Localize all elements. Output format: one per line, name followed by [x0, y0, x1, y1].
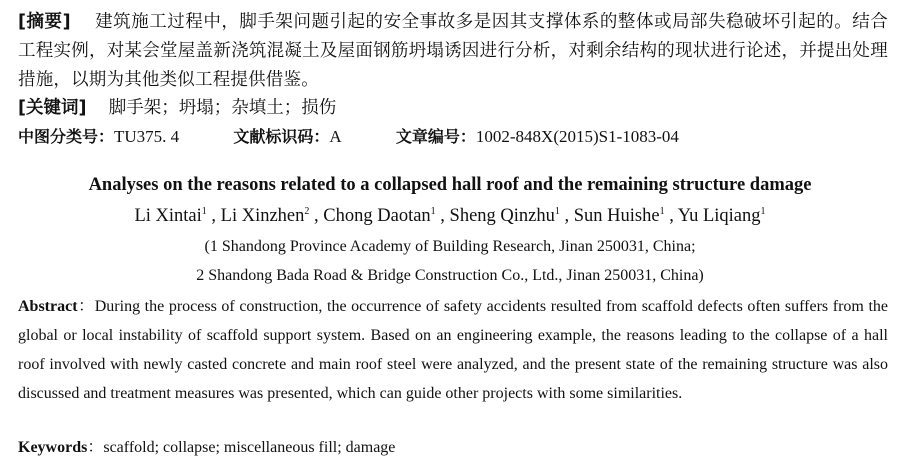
author-list: [0, 202, 900, 230]
chinese-abstract-text: 建筑施工过程中，脚手架问题引起的安全事故多是因其支撑体系的整体或局部失稳破坏引起的。结合工程实例，对某会堂屋盖新浇筑混凝土及屋面钢筋坍塌诱因进行分析，对剩余结构的现状进行论述，并提出处理措施，以期为其他类似工程提供借鉴。: [18, 12, 889, 90]
author: [221, 206, 310, 226]
author-name: Li Xintai: [134, 206, 202, 226]
author: [678, 206, 766, 226]
author-name: Sun Huishe: [573, 206, 660, 226]
english-keywords: [18, 435, 395, 461]
clc-label: 中图分类号：: [18, 127, 115, 146]
author-separator: ,: [559, 206, 574, 226]
author-separator: ,: [435, 206, 450, 226]
chinese-keywords: [18, 95, 336, 121]
affiliation-2: 2 Shandong Bada Road & Bridge Construction Co., Ltd., Jinan 250031, China): [196, 267, 704, 284]
english-keywords-text: scaffold; collapse; miscellaneous fill; damage: [103, 439, 396, 456]
author-affiliation-mark: 1: [430, 206, 436, 217]
author-affiliation-mark: 1: [201, 206, 207, 217]
author-affiliation-mark: 1: [659, 206, 665, 217]
chinese-abstract: [18, 8, 888, 95]
author: [323, 206, 435, 226]
chinese-abstract-label: [摘要]: [18, 12, 71, 32]
author-name: Yu Liqiang: [677, 206, 761, 226]
author-separator: ,: [309, 206, 324, 226]
chinese-keywords-text: 脚手架；坍塌；杂填土；损伤: [108, 98, 337, 118]
document-code-label: 文献标识码：: [233, 127, 330, 146]
document-code-value: A: [329, 127, 342, 146]
affiliation-1: (1 Shandong Province Academy of Building Research, Jinan 250031, China;: [204, 238, 696, 255]
author-separator: ,: [664, 206, 678, 226]
author-affiliation-mark: 2: [304, 206, 310, 217]
author-name: Chong Daotan: [323, 206, 431, 226]
english-title: Analyses on the reasons related to a collapsed hall roof and the remaining structure damage: [88, 175, 812, 195]
english-abstract: [18, 292, 888, 408]
clc-value: TU375. 4: [114, 127, 180, 146]
article-number-value: 1002-848X(2015)S1-1083-04: [475, 127, 679, 146]
author-affiliation-mark: 1: [760, 206, 766, 217]
author: [134, 206, 206, 226]
article-number-label: 文章编号：: [395, 127, 476, 146]
classification-line: [18, 124, 679, 150]
author-affiliation-mark: 1: [554, 206, 560, 217]
author: [574, 206, 665, 226]
chinese-keywords-label: [关键词]: [18, 98, 87, 118]
english-abstract-text: During the process of construction, the occurrence of safety accidents resulted from scaffold defects often suffers from the global or local instability of scaffold support system. Based on an engineering example, the reasons leading to the collapse of a hall roof involved with newly casted concrete and main roof steel were analyzed, and the present state of the remaining structure was also discussed and treatment measures was presented, which can guide other projects with some similarities.: [18, 298, 888, 402]
author-name: Li Xinzhen: [220, 206, 305, 226]
english-abstract-label: Abstract: [18, 298, 78, 315]
author-name: Sheng Qinzhu: [449, 206, 555, 226]
english-abstract-colon: ：: [77, 298, 95, 315]
english-keywords-colon: ：: [87, 439, 104, 456]
english-keywords-label: Keywords: [18, 439, 88, 456]
author-separator: ,: [206, 206, 221, 226]
author: [450, 206, 560, 226]
